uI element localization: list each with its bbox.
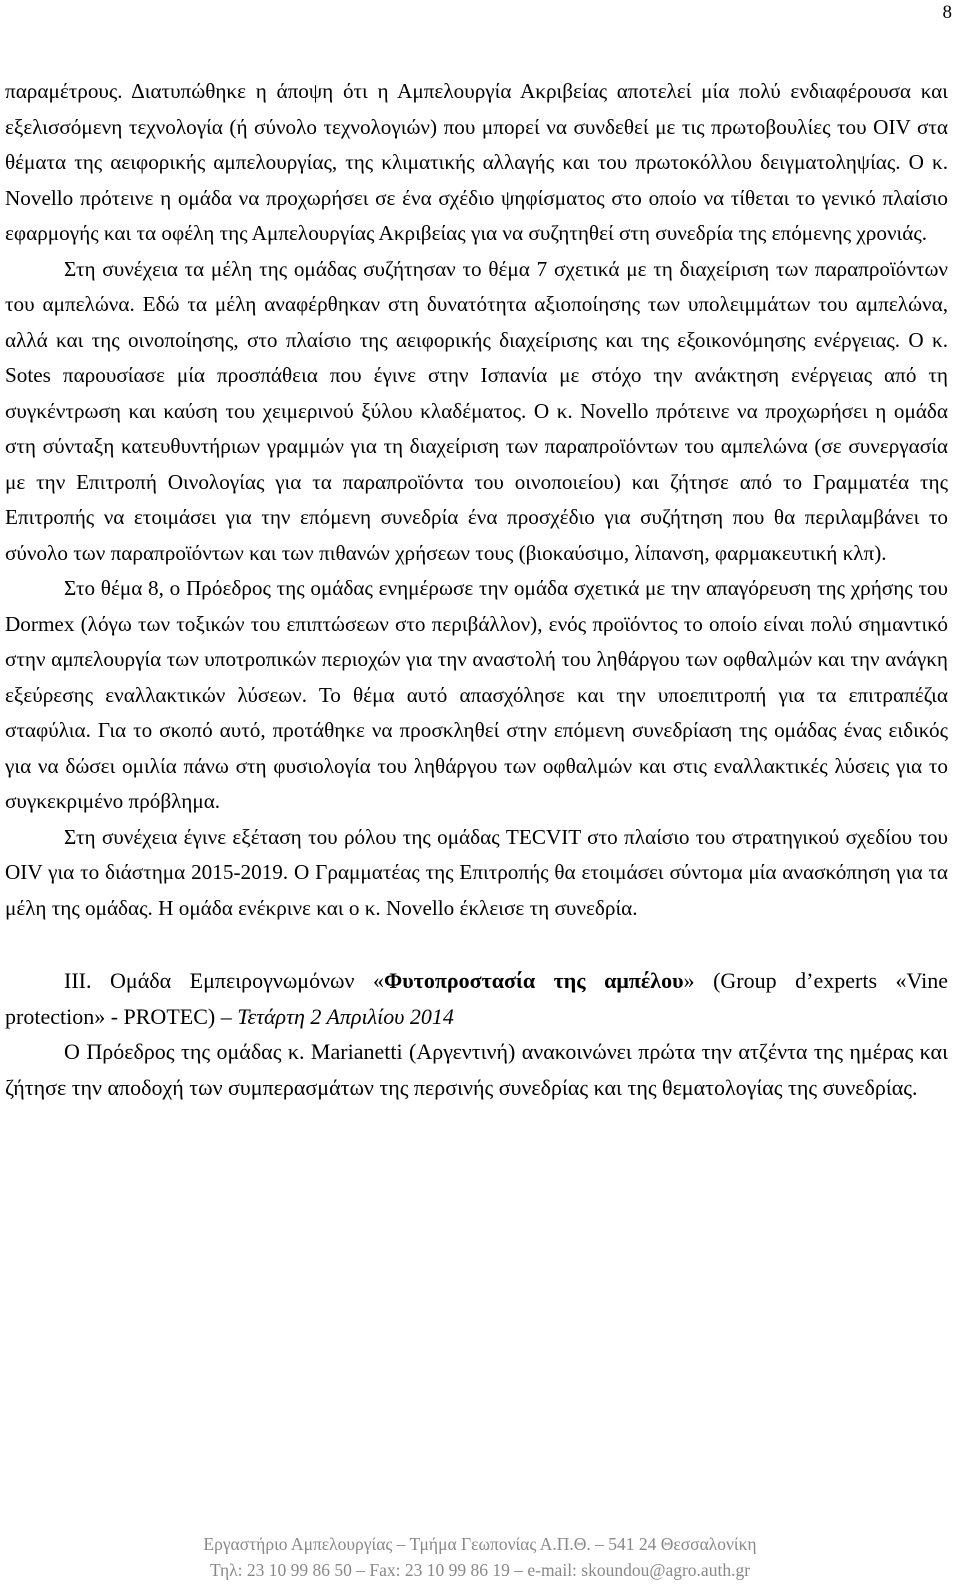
- footer-address: Εργαστήριο Αμπελουργίας – Τμήμα Γεωπονίας Α.Π.Θ. – 541 24 Θεσσαλονίκη: [203, 1534, 757, 1554]
- section-date: Τετάρτη 2 Απριλίου 2014: [237, 1003, 454, 1029]
- section-bold-title: Φυτοπροστασία της αμπέλου: [384, 968, 684, 993]
- paragraph-protec-agenda: Ο Πρόεδρος της ομάδας κ. Marianetti (Αργεντινή) ανακοινώνει πρώτα την ατζέντα της ημέρας και ζήτησε την αποδοχή των συμπερασμάτων της περσινής συνεδρίας και της θεματολογίας της συνεδρίας.: [5, 1039, 948, 1100]
- section-suffix: » (Group d’experts «Vine protection» - PROTEC) –: [5, 968, 948, 1029]
- paragraph-precision-viticulture: παραμέτρους. Διατυπώθηκε η άποψη ότι η Αμπελουργία Ακριβείας αποτελεί μία πολύ ενδιαφέρουσα και εξελισσόμενη τεχνολογία (ή σύνολο τεχνολογιών) που μπορεί να συνδεθεί με τις πρωτοβουλίες του OIV στα θέματα της αειφορικής αμπελουργίας, της κλιματικής αλλαγής και του πρωτοκόλλου δειγματοληψίας. Ο κ. Novello πρότεινε η ομάδα να προχωρήσει σε ένα σχέδιο ψηφίσματος στο οποίο να τίθεται το γενικό πλαίσιο εφαρμογής και τα οφέλη της Αμπελουργίας Ακριβείας για να συζητηθεί στη συνεδρία της επόμενης χρονιάς.: [5, 79, 948, 245]
- section-number: III.: [64, 968, 92, 993]
- section-heading: [5, 963, 948, 1034]
- paragraph-tecvit-role: Στη συνέχεια έγινε εξέταση του ρόλου της ομάδας TECVIT στο πλαίσιο του στρατηγικού σχεδίου του OIV για το διάστημα 2015-2019. Ο Γραμματέας της Επιτροπής θα ετοιμάσει σύντομα μία ανασκόπηση για τα μέλη της ομάδας. Η ομάδα ενέκρινε και ο κ. Novello έκλεισε τη συνεδρία.: [5, 824, 948, 920]
- paragraph-vineyard-byproducts: Στη συνέχεια τα μέλη της ομάδας συζήτησαν το θέμα 7 σχετικά με τη διαχείριση των παραπροϊόντων του αμπελώνα. Εδώ τα μέλη αναφέρθηκαν στη δυνατότητα αξιοποίησης των υπολειμμάτων του αμπελώνα, αλλά και της οινοποίησης, στο πλαίσιο της αειφορικής διαχείρισης και της εξοικονόμησης ενέργειας. Ο κ. Sotes παρουσίασε μία προσπάθεια που έγινε στην Ισπανία με στόχο την ανάκτηση ενέργειας από τη συγκέντρωση και καύση του χειμερινού ξύλου κλαδέματος. Ο κ. Novello πρότεινε να προχωρήσει η ομάδα στη σύνταξη κατευθυντήριων γραμμών για τη διαχείριση των παραπροϊόντων του αμπελώνα (σε συνεργασία με την Επιτροπή Οινολογίας για τα παραπροϊόντα του οινοποιείου) και ζήτησε από το Γραμματέα της Επιτροπής να ετοιμάσει για την επόμενη συνεδρία ένα προσχέδιο για συζήτηση που θα περιλαμβάνει το σύνολο των παραπροϊόντων και των πιθανών χρήσεων τους (βιοκαύσιμο, λίπανση, φαρμακευτική κλπ).: [5, 256, 948, 565]
- section-spacer: [5, 926, 948, 963]
- footer-contact: Τηλ: 23 10 99 86 50 – Fax: 23 10 99 86 19 – e-mail: skoundou@agro.auth.gr: [209, 1560, 751, 1580]
- section-prefix: Ομάδα Εμπειρογνωμόνων «: [110, 968, 385, 993]
- page-number: 8: [942, 2, 952, 23]
- page-footer: [0, 1531, 960, 1583]
- document-body: [5, 74, 948, 1105]
- paragraph-dormex-ban: Στο θέμα 8, ο Πρόεδρος της ομάδας ενημέρωσε την ομάδα σχετικά με την απαγόρευση της χρήσης του Dormex (λόγω των τοξικών του επιπτώσεων στο περιβάλλον), ενός προϊόντος το οποίο είναι πολύ σημαντικό στην αμπελουργία των υποτροπικών περιοχών για την αναστολή του ληθάργου των οφθαλμών και την ανάγκη εξεύρεσης εναλλακτικών λύσεων. Το θέμα αυτό απασχόλησε και την υποεπιτροπή για τα επιτραπέζια σταφύλια. Για το σκοπό αυτό, προτάθηκε να προσκληθεί στην επόμενη συνεδρίαση της ομάδας ένας ειδικός για να δώσει ομιλία πάνω στη φυσιολογία του ληθάργου των οφθαλμών και στις εναλλακτικές λύσεις για το συγκεκριμένο πρόβλημα.: [5, 576, 948, 813]
